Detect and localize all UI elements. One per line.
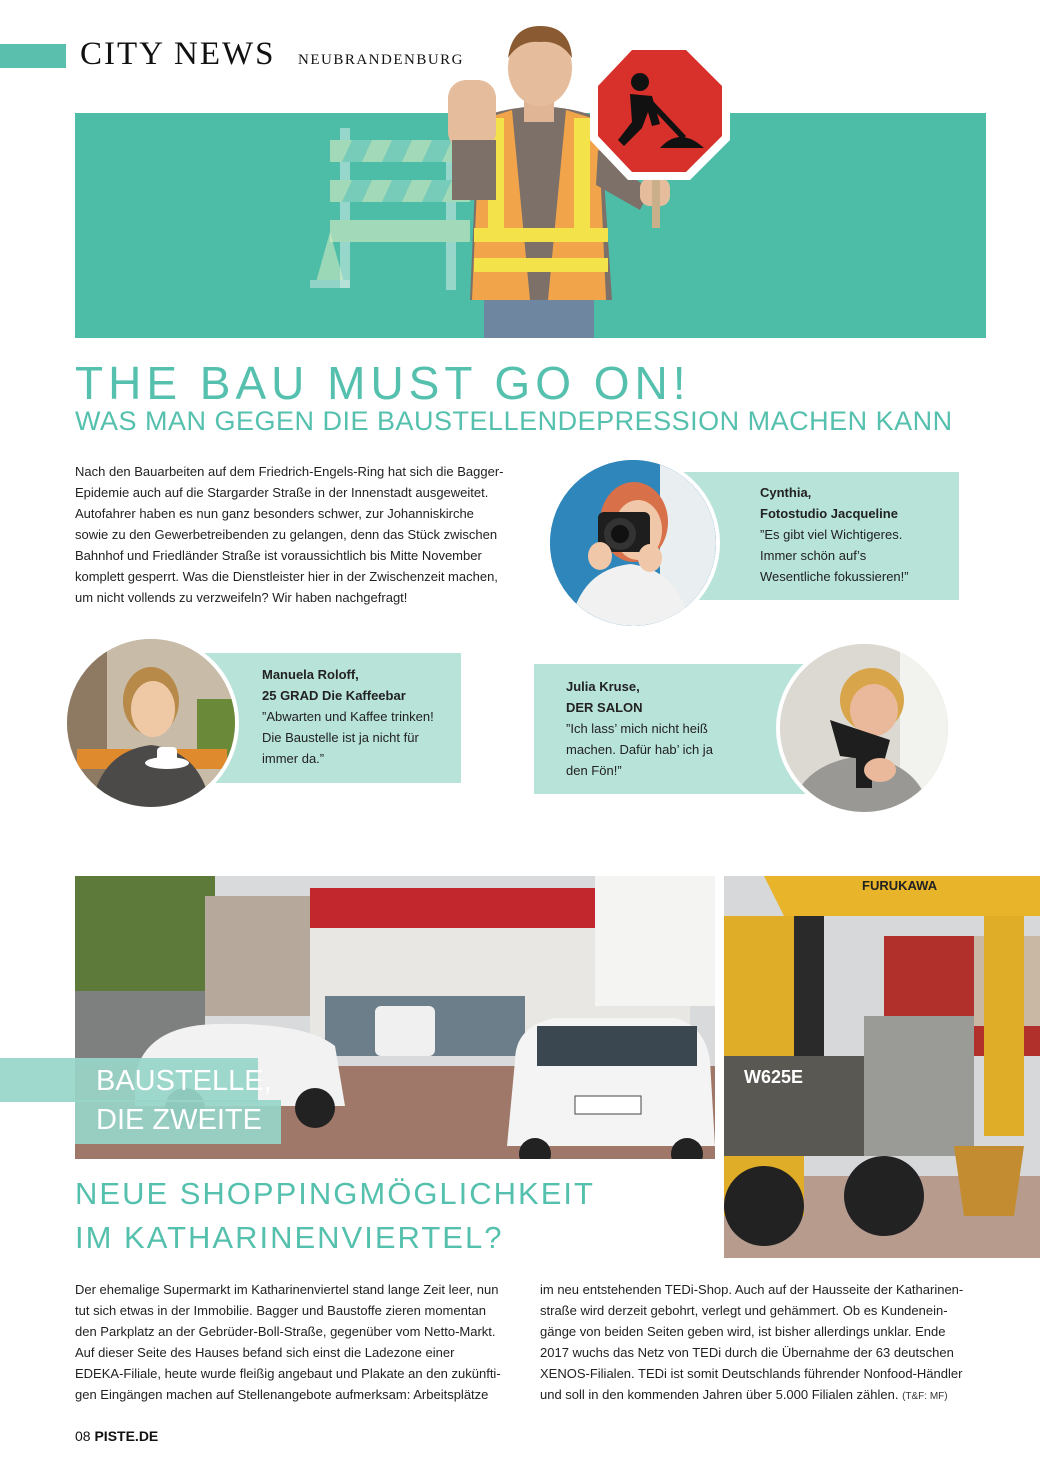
quote-manuela bbox=[262, 664, 457, 769]
portrait-photo-cynthia bbox=[546, 456, 720, 630]
article2-column-1 bbox=[75, 1279, 521, 1405]
site-link[interactable]: PISTE.DE bbox=[94, 1428, 159, 1444]
intro-line: Bahnhof und Friedländer Straße ist voraussichtlich bis Mitte November bbox=[75, 548, 482, 563]
hairdresser-portrait-image bbox=[780, 644, 948, 812]
body-line: tut sich etwas in der Immobilie. Bagger und Baustoffe zieren momentan bbox=[75, 1303, 486, 1318]
intro-line: komplett gesperrt. Was die Dienstleister hier in der Zwischenzeit machen, bbox=[75, 569, 498, 584]
quote-business: 25 GRAD Die Kaffeebar bbox=[262, 688, 406, 703]
body-line: Der ehemalige Supermarkt im Katharinenviertel stand lange Zeit leer, nun bbox=[75, 1282, 499, 1297]
quote-line: immer da.” bbox=[262, 751, 325, 766]
body-line: gen Eingängen machen auf Stellenangebote aufmerksam: Arbeitsplätze bbox=[75, 1387, 489, 1402]
quote-line: Die Baustelle ist ja nicht für bbox=[262, 730, 419, 745]
portrait-photo-julia bbox=[776, 640, 952, 816]
body-line: XENOS-Filialen. TEDi ist somit Deutschlands führender Nonfood-Händler bbox=[540, 1366, 963, 1381]
quote-author: Cynthia, bbox=[760, 485, 812, 500]
quote-line: ”Ich lass’ mich nicht heiß bbox=[566, 721, 708, 736]
body-line: den Parkplatz an der Gebrüder-Boll-Straße, gegenüber vom Netto-Markt. bbox=[75, 1324, 496, 1339]
quote-line: Wesentliche fokussieren!” bbox=[760, 569, 909, 584]
body-line bbox=[540, 1384, 980, 1407]
body-line: EDEKA-Filiale, heute wurde fleißig angebaut und Plakate an den zukünfti- bbox=[75, 1366, 501, 1381]
quote-line: ”Abwarten und Kaffee trinken! bbox=[262, 709, 434, 724]
article-subheadline: WAS MAN GEGEN DIE BAUSTELLENDEPRESSION MACHEN KANN bbox=[75, 406, 953, 436]
quote-business: DER SALON bbox=[566, 700, 643, 715]
article2-headline-line: NEUE SHOPPINGMÖGLICHKEIT bbox=[75, 1176, 595, 1211]
intro-line: Epidemie auch auf die Stargarder Straße in der Innenstadt ausgeweitet. bbox=[75, 485, 489, 500]
quote-author: Manuela Roloff, bbox=[262, 667, 359, 682]
article2-column-2 bbox=[540, 1279, 980, 1407]
portrait-photo-manuela bbox=[63, 635, 239, 811]
page-footer bbox=[75, 1428, 158, 1444]
hero-illustration-banner bbox=[75, 113, 986, 338]
photographer-portrait-image bbox=[550, 460, 716, 626]
quote-line: den Fön!” bbox=[566, 763, 622, 778]
section-tag-line: BAUSTELLE, bbox=[96, 1065, 272, 1097]
body-line-text: und soll in den kommenden Jahren über 5.000 Filialen zählen. bbox=[540, 1387, 899, 1402]
body-line: gänge von beiden Seiten geben wird, ist bisher allerdings unklar. Ende bbox=[540, 1324, 946, 1339]
article2-headline-line: IM KATHARINENVIERTEL? bbox=[75, 1220, 504, 1255]
body-line: im neu entstehenden TEDi-Shop. Auch auf der Hausseite der Katharinen- bbox=[540, 1282, 964, 1297]
body-line: Auf dieser Seite des Hauses befand sich einst die Ladezone einer bbox=[75, 1345, 455, 1360]
excavator-model-label: W625E bbox=[744, 1067, 804, 1087]
magazine-section-subtitle: NEUBRANDENBURG bbox=[298, 52, 465, 68]
body-line: 2017 wuchs das Netz von TEDi durch die Übernahme der 63 deutschen bbox=[540, 1345, 954, 1360]
cafe-owner-portrait-image bbox=[67, 639, 235, 807]
page-number: 08 bbox=[75, 1428, 91, 1444]
author-credit: (T&F: MF) bbox=[902, 1391, 948, 1402]
quote-author: Julia Kruse, bbox=[566, 679, 640, 694]
excavator-brand-label: FURUKAWA bbox=[862, 878, 938, 893]
quote-cynthia bbox=[760, 482, 950, 587]
header-accent-bar bbox=[0, 44, 66, 68]
quote-julia bbox=[566, 676, 766, 781]
quote-line: machen. Dafür hab’ ich ja bbox=[566, 742, 713, 757]
quote-line: Immer schön auf’s bbox=[760, 548, 867, 563]
magazine-section-title: CITY NEWS bbox=[80, 36, 276, 72]
intro-line: um nicht vollends zu verzweifeln? Wir haben nachgefragt! bbox=[75, 590, 408, 605]
article-intro bbox=[75, 461, 525, 608]
excavator-image bbox=[724, 876, 1040, 1258]
section-tag-line: DIE ZWEITE bbox=[96, 1104, 262, 1136]
intro-line: sowie zu den Gewerbetreibenden zu gelangen, denn das Stück zwischen bbox=[75, 527, 498, 542]
excavator-photo bbox=[724, 876, 1040, 1258]
quote-line: ”Es gibt viel Wichtigeres. bbox=[760, 527, 903, 542]
quote-business: Fotostudio Jacqueline bbox=[760, 506, 898, 521]
intro-line: Autofahrer haben es nun ganz besonders schwer, zur Johanniskirche bbox=[75, 506, 474, 521]
article-headline: THE BAU MUST GO ON! bbox=[75, 357, 691, 409]
intro-line: Nach den Bauarbeiten auf dem Friedrich-Engels-Ring hat sich die Bagger- bbox=[75, 464, 504, 479]
body-line: straße wird derzeit gebohrt, verlegt und gehämmert. Ob es Kundenein- bbox=[540, 1303, 948, 1318]
